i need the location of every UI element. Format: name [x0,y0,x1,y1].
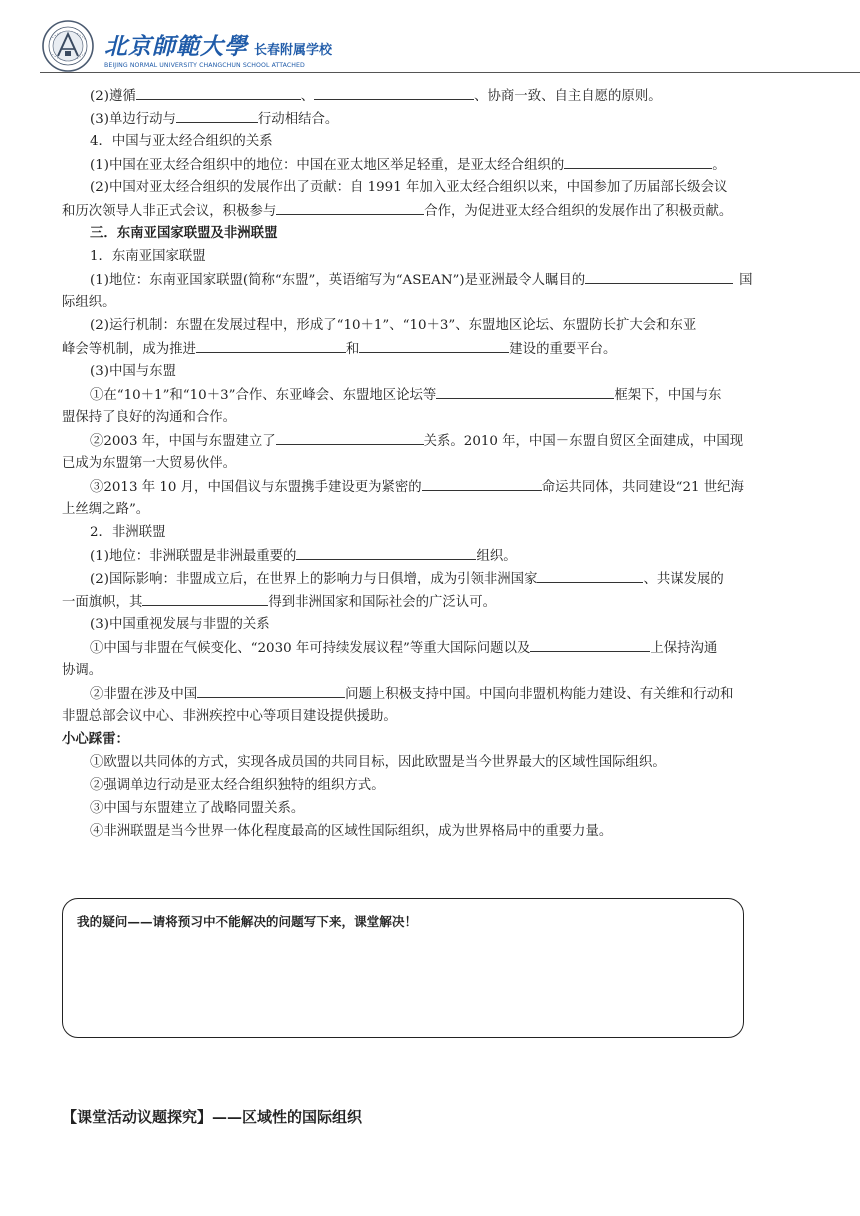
school-brand [104,28,332,69]
activity-title: 【课堂活动议题探究】——区域性的国际组织 [62,1108,363,1126]
caution-item: ③中国与东盟建立了战略同盟关系。 [90,801,305,816]
text-line: 上丝绸之路”。 [62,502,150,517]
text-line: ②非盟在涉及中国 问题上积极支持中国。中国向非盟机构能力建设、有关维和行动和 [62,682,802,705]
fill-blank[interactable] [537,567,643,583]
question-box-title: 我的疑问——请将预习中不能解决的问题写下来，课堂解决！ [77,914,418,929]
fill-blank[interactable] [276,429,424,445]
text-line: 际组织。 [62,295,116,310]
fill-blank[interactable] [136,84,301,100]
brand-main-name: 北京師範大學 [104,33,248,60]
caution-item: ④非洲联盟是当今世界一体化程度最高的区域性国际组织，成为世界格局中的重要力量。 [90,824,613,839]
document-body [62,84,802,843]
fill-blank[interactable] [436,383,614,399]
text-line: (1)地位：非洲联盟是非洲最重要的 组织。 [62,544,802,567]
text-line: 一面旗帜，其 得到非洲国家和国际社会的广泛认可。 [62,590,802,613]
brand-sub-name: 长春附属学校 [254,43,333,58]
text-line: (2)运行机制：东盟在发展过程中，形成了“10＋1”、“10＋3”、东盟地区论坛、东盟防长扩大会和东亚 [90,318,697,333]
text-line: 盟保持了良好的沟通和合作。 [62,410,237,425]
subsection-heading: (3)中国与东盟 [90,364,176,379]
fill-blank[interactable] [564,153,712,169]
header-divider [40,72,860,73]
text-line: 和历次领导人非正式会议，积极参与 合作，为促进亚太经合组织的发展作出了积极贡献。 [62,199,802,222]
fill-blank[interactable] [276,199,424,215]
text-line: ②2003 年，中国与东盟建立了 关系。2010 年，中国－东盟自贸区全面建成，中国现 [62,429,802,452]
fill-blank[interactable] [314,84,474,100]
text-line: (3)单边行动与 行动相结合。 [62,107,802,130]
fill-blank[interactable] [197,682,345,698]
caution-title: 小心踩雷： [62,731,129,747]
fill-blank[interactable] [296,544,476,560]
text-line: ③2013 年 10 月，中国倡议与东盟携手建设更为紧密的 命运共同体，共同建设“21 世纪海 [62,475,802,498]
text-line: ①在“10＋1”和“10＋3”合作、东亚峰会、东盟地区论坛等 框架下，中国与东 [62,383,802,406]
caution-item: ①欧盟以共同体的方式，实现各成员国的共同目标，因此欧盟是当今世界最大的区域性国际组织。 [90,755,666,770]
fill-blank[interactable] [422,475,542,491]
fill-blank[interactable] [359,337,509,353]
text-line: (2)中国对亚太经合组织的发展作出了贡献：自 1991 年加入亚太经合组织以来，中国参加了历届部长级会议 [90,180,728,195]
text-line: (2)遵循 、 、协商一致、自主自愿的原则。 [62,84,802,107]
fill-blank[interactable] [530,636,650,652]
text-line: (1)中国在亚太经合组织中的地位：中国在亚太地区举足轻重，是亚太经合组织的 。 [62,153,802,176]
page-header [0,0,860,74]
subsection-heading: (3)中国重视发展与非盟的关系 [90,617,270,632]
section-heading: 三．东南亚国家联盟及非洲联盟 [90,225,278,241]
fill-blank[interactable] [585,268,733,284]
text-line: ①中国与非盟在气候变化、“2030 年可持续发展议程”等重大国际问题以及 上保持沟通 [62,636,802,659]
fill-blank[interactable] [176,107,258,123]
question-box[interactable] [62,898,744,1038]
brand-english-name: BEIJING NORMAL UNIVERSITY CHANGCHUN SCHOOL ATTACHED [104,62,305,69]
text-line: (2)国际影响：非盟成立后，在世界上的影响力与日俱增，成为引领非洲国家 、共谋发展的 [62,567,802,590]
fill-blank[interactable] [196,337,346,353]
text-line: 协调。 [62,663,103,678]
text-line: 已成为东盟第一大贸易伙伴。 [62,456,237,471]
text-line: 非盟总部会议中心、非洲疾控中心等项目建设提供援助。 [62,709,397,724]
subsection-heading: 2．非洲联盟 [90,525,166,540]
caution-item: ②强调单边行动是亚太经合组织独特的组织方式。 [90,778,385,793]
fill-blank[interactable] [142,590,268,606]
section-heading: 4．中国与亚太经合组织的关系 [90,134,273,149]
text-line: (1)地位：东南亚国家联盟(简称“东盟”，英语缩写为“ASEAN”)是亚洲最令人瞩目的 国 [62,268,802,291]
school-logo-icon [42,20,94,72]
text-line: 峰会等机制，成为推进 和 建设的重要平台。 [62,337,802,360]
subsection-heading: 1．东南亚国家联盟 [90,249,206,264]
